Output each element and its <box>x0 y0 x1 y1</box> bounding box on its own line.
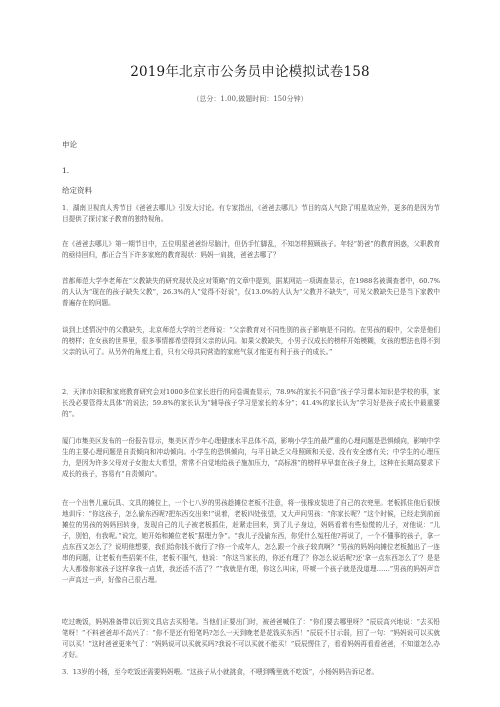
material-paragraph: 谈到上述情况中的父教缺失，北京师范大学的兰老师说：“父亲教育对不同性别的孩子影响是不同的。在男孩的眼中，父亲是他们的榜样；在女孩的世界里，很多事情都希望得到父亲的认同。如果父教缺失，小男子汉成长的榜样开始模糊，女孩的想法也得不到父亲的认可了。从另外的角度上看，只有父母共同营造的家庭气氛才能更有利于孩子的成长。” <box>62 326 440 356</box>
material-paragraph: 在《爸爸去哪儿》第一期节目中，五位明星爸爸纷尽脑汁，但仍手忙脚乱，不知怎样照顾孩子。年轻“奶爸”的教育困惑，父职教育的亟待回归，都正合当下许多家庭的教育现状：妈妈一肩挑，爸爸去哪了？ <box>62 240 440 259</box>
exam-title: 2019年北京市公务员申论模拟试卷158 <box>130 64 370 80</box>
material-paragraph: 首都师范大学李老师在“父教缺失的研究现状及应对策略”的文章中提到，据某网站一项调查显示，在1988名被调查者中，60.7%的人认为“现在的孩子缺失父教”，26.3%的人“觉得不好说”，仅13.0%的人认为“父教并不缺失”，可见父教缺失已是当下家教中普遍存在的问题。 <box>62 277 440 307</box>
material-paragraph: 2．天津市妇联和家庭教育研究会对1000多位家长进行的问卷调查显示，78.9%的家长不同意“孩子学习课本知识是学校的事，家长没必要管得太具体”的说法；59.8%的家长认为“辅导孩子学习是家长的本分”；41.4%的家长认为“学习好是孩子成长中最重要的”。 <box>62 388 440 418</box>
material-paragraph: 吃过晚饭，妈妈准备带以后到文具店去买铅笔。当他们正要出门时，被爸爸喊住了：“你们要去哪里呀？”辰辰高兴地说：“去买铅笔呀！”不料爸爸却不高兴了：“你不是还有铅笔吗?怎么一天到晚老是花钱买东西！”辰辰不甘示弱，回了一句：“妈妈说可以买就可以买！”这时爸爸更来气了：“妈妈说可以买就买吗?我说不可以买就不能买！”辰辰愣住了，看看妈妈再看看爸爸，不知道怎么办才好。 <box>62 618 440 659</box>
section-heading: 申论 <box>62 140 77 149</box>
exam-info: （总分：1.00,做题时间：150分钟） <box>192 95 308 103</box>
material-paragraph: 在一个出售儿童玩具、文具的摊位上，一个七八岁的男孩趁摊位老板不注意，将一张橡皮装进了自己的衣兜里。老板抓住他后很愤地训斥：“你这孩子，怎么偷东西呢?把东西交出来!”说着，老板四处张望，又大声问男孩：“你家长呢？”这个时候，已经走到前面摊位的男孩的妈妈回转身，发现自己的儿子被老板抓住，赶紧走回来，到了儿子身边，妈妈看着有些惊慌的儿子，对他说：“儿子，别怕，有我呢。”说完，她开始和摊位老板“据理力争”。“我儿子没偷东西，你凭什么冤枉他?再说了，一个不懂事的孩子，拿一点东西又怎么了？说明他想要，我们给你钱不就行了?你一个成年人，怎么跟一个孩子较真啊？”男孩的妈妈向摊位老板抛出了一连串的问题，让老板有些招架不住，老板不服气，他说：“你这当家长的，你还有理了？你怎么说话呢?还‘拿一点东西怎么了’？是是大人都像你家孩子这样拿我一点货，我还活不活了？”“我就是有理，你这么叫床，吓唬一个孩子就是没道理……”男孩的妈妈声音一声高过一声，好像自己很占理。 <box>62 499 440 584</box>
material-paragraph: 3．13岁的小杨，至今吃饭还需要妈妈喂。“这孩子从小就挑食，不喂到嘴里就不吃饭”，小杨妈妈告诉记者。 <box>62 668 379 676</box>
material-label: 给定资料 <box>62 186 92 195</box>
material-paragraph: 1．湖南卫视真人秀节目《爸爸去哪儿》引发大讨论。有专家指出，《爸爸去哪儿》节目的高人气除了明星效应外，更多的是因为节目提供了探讨家子教育的独特视角。 <box>62 204 440 223</box>
material-paragraph: 厦门市集美区发布的一份报告显示，集美区青少年心理健康水平总体不高，影响小学生的最严重的心理问题是恐惧倾向，影响中学生的主要心理问题是自责倾向和冲动倾向。小学生的恐惧倾向，与平日缺乏父母照顾和关爱、没有安全感有关；中学生的心理压力，是因为许多父母对子女抱太大希望，常常不自觉地给孩子施加压力，“高标准”的榜样早早套在孩子身上，这种在长期高要求下成长的孩子，容易有“自责倾向”。 <box>62 437 440 478</box>
question-number: 1. <box>62 166 70 175</box>
